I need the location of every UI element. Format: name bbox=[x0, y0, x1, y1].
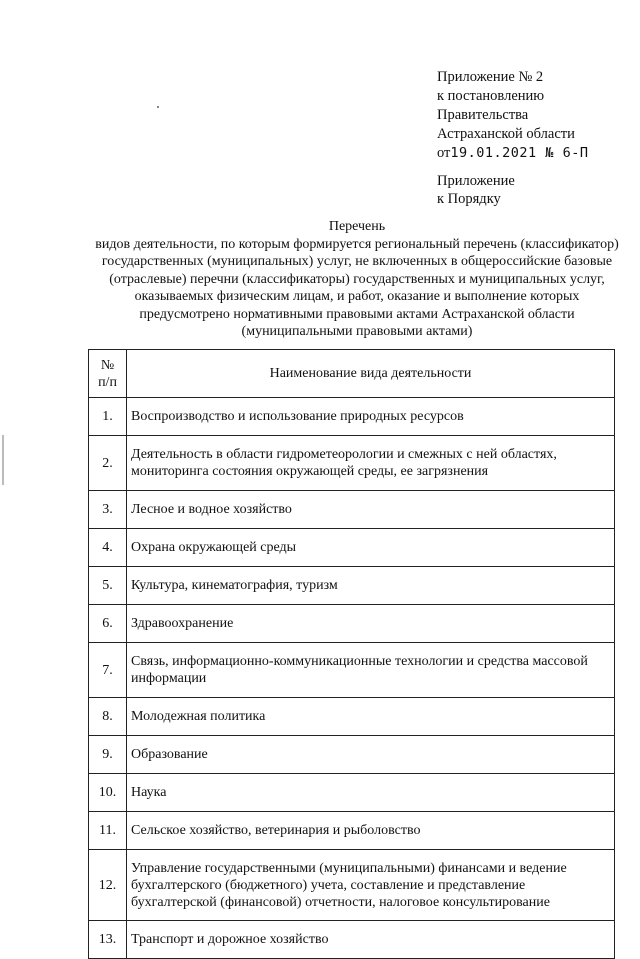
table-row bbox=[89, 436, 615, 491]
row-activity-name: Культура, кинематография, туризм bbox=[127, 567, 615, 605]
row-activity-name: Сельское хозяйство, ветеринария и рыболовство bbox=[127, 812, 615, 850]
table-row bbox=[89, 921, 615, 959]
table-row bbox=[89, 698, 615, 736]
row-number: 1. bbox=[89, 398, 127, 436]
document-title: Перечень bbox=[328, 219, 386, 234]
row-activity-name: Воспроизводство и использование природных ресурсов bbox=[127, 398, 615, 436]
appendix-block bbox=[437, 68, 588, 163]
appendix-line-4: Астраханской области bbox=[437, 126, 575, 142]
table-row bbox=[89, 774, 615, 812]
row-activity-name: Молодежная политика bbox=[127, 698, 615, 736]
activity-table bbox=[88, 349, 615, 959]
row-activity-name: Транспорт и дорожное хозяйство bbox=[127, 921, 615, 959]
row-number: 11. bbox=[89, 812, 127, 850]
appendix-line-3: Правительства bbox=[437, 107, 529, 123]
table-row bbox=[89, 529, 615, 567]
row-number: 7. bbox=[89, 643, 127, 698]
row-activity-name: Наука bbox=[127, 774, 615, 812]
row-activity-name: Связь, информационно-коммуникационные технологии и средства массовой информации bbox=[127, 643, 615, 698]
table-row bbox=[89, 605, 615, 643]
scan-edge-mark bbox=[2, 435, 4, 485]
row-activity-name: Здравоохранение bbox=[127, 605, 615, 643]
table-header-row bbox=[89, 350, 615, 398]
appendix2-block bbox=[437, 172, 515, 208]
table-row bbox=[89, 812, 615, 850]
row-number: 9. bbox=[89, 736, 127, 774]
appendix-line-2: к постановлению bbox=[437, 88, 545, 104]
row-activity-name: Управление государственными (муниципальными) финансами и ведение бухгалтерского (бюджетного) учета, составление и представление бухгалтерской (финансовой) отчетности, налоговое консультирование bbox=[127, 850, 615, 921]
row-number: 5. bbox=[89, 567, 127, 605]
table-row bbox=[89, 398, 615, 436]
row-activity-name: Образование bbox=[127, 736, 615, 774]
table-row bbox=[89, 850, 615, 921]
row-number: 3. bbox=[89, 491, 127, 529]
table-row bbox=[89, 736, 615, 774]
document-heading bbox=[92, 218, 622, 341]
header-name: Наименование вида деятельности bbox=[127, 350, 615, 398]
row-number: 13. bbox=[89, 921, 127, 959]
table-body bbox=[89, 398, 615, 959]
appendix2-line-1: Приложение bbox=[437, 173, 515, 189]
row-number: 10. bbox=[89, 774, 127, 812]
row-number: 6. bbox=[89, 605, 127, 643]
table-row bbox=[89, 491, 615, 529]
appendix2-line-2: к Порядку bbox=[437, 191, 501, 207]
date-prefix: от bbox=[437, 145, 451, 161]
header-num: № п/п bbox=[89, 350, 127, 398]
row-number: 12. bbox=[89, 850, 127, 921]
row-number: 8. bbox=[89, 698, 127, 736]
scan-speck bbox=[157, 106, 159, 108]
row-number: 4. bbox=[89, 529, 127, 567]
date-stamp: 19.01.2021 № 6-П bbox=[450, 145, 589, 161]
document-subtitle: видов деятельности, по которым формируется региональный перечень (классификатор) государственных (муниципальных) услуг, не включенных в общероссийские базовые (отраслевые) перечни (классификаторы) государственных и муниципальных услуг, оказываемых физическим лицам, и работ, оказание и выполнение которых предусмотрено нормативными правовыми актами Астраханской области (муниципальными правовыми актами) bbox=[95, 236, 619, 339]
row-activity-name: Лесное и водное хозяйство bbox=[127, 491, 615, 529]
row-activity-name: Охрана окружающей среды bbox=[127, 529, 615, 567]
appendix-date bbox=[437, 144, 588, 163]
table-row bbox=[89, 567, 615, 605]
table-row bbox=[89, 643, 615, 698]
row-activity-name: Деятельность в области гидрометеорологии и смежных с ней областях, мониторинга состояния окружающей среды, ее загрязнения bbox=[127, 436, 615, 491]
appendix-line-1: Приложение № 2 bbox=[437, 69, 544, 85]
row-number: 2. bbox=[89, 436, 127, 491]
